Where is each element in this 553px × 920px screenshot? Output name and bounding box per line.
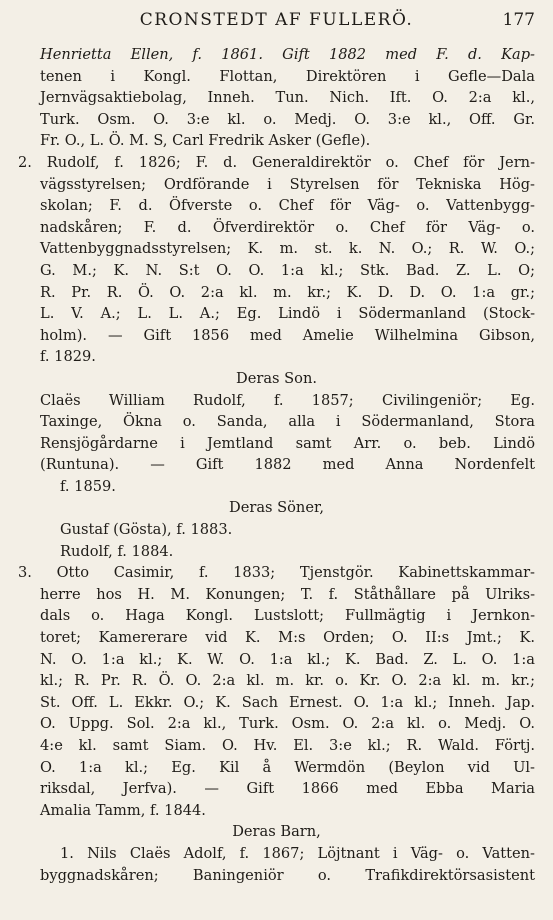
text-line: Taxinge, Ökna o. Sanda, alla i Södermanland, Stora [40,413,535,431]
text-line: Henrietta Ellen, f. 1861. Gift 1882 med F. d. Kap- [40,46,535,63]
text-line: (Runtuna). — Gift 1882 med Anna Nordenfelt [40,456,535,474]
page-header [18,10,535,44]
text-line: kl.; R. Pr. R. Ö. O. 2:a kl. m. kr. o. Kr. O. 2:a kl. m. kr.; [40,672,535,690]
text-line: Gustaf (Gösta), f. 1883. [60,521,233,539]
text-line: G. M.; K. N. S:t O. O. 1:a kl.; Stk. Bad. Z. L. O; [40,261,535,279]
text-line: N. O. 1:a kl.; K. W. O. 1:a kl.; K. Bad. Z. L. O. 1:a [40,650,535,668]
body-text [18,44,535,886]
text-line: f. 1829. [40,348,96,366]
text-line: Turk. Osm. O. 3:e kl. o. Medj. O. 3:e kl., Off. Gr. [40,110,535,128]
text-line: Fr. O., L. Ö. M. S, Carl Fredrik Asker (Gefle). [40,132,371,150]
text-line: L. V. A.; L. L. A.; Eg. Lindö i Södermanland (Stock- [40,305,535,323]
text-line: 2. Rudolf, f. 1826; F. d. Generaldirektör o. Chef för Jern- [18,153,535,171]
text-line: toret; Kamererare vid K. M:s Orden; O. II:s Jmt.; K. [40,629,535,647]
text-line: Rensjögårdarne i Jemtland samt Arr. o. beb. Lindö [40,434,535,452]
text-line: Claës William Rudolf, f. 1857; Civilingeniör; Eg. [40,391,535,409]
text-line: vägsstyrelsen; Ordförande i Styrelsen för Tekniska Hög- [40,175,535,193]
text-line: Deras Söner, [229,499,324,517]
text-line: riksdal, Jerfva). — Gift 1866 med Ebba Maria [40,780,535,798]
text-line: f. 1859. [60,477,116,495]
text-line: holm). — Gift 1856 med Amelie Wilhelmina Gibson, [40,326,535,344]
text-line: 4:e kl. samt Siam. O. Hv. El. 3:e kl.; R. Wald. Förtj. [40,737,535,754]
text-line: nadskåren; F. d. Öfverdirektör o. Chef för Väg- o. [40,218,535,236]
text-line: Rudolf, f. 1884. [60,542,174,560]
text-line: Deras Son. [236,369,317,387]
text-line: 1. Nils Claës Adolf, f. 1867; Löjtnant i Väg- o. Vatten- [60,844,535,862]
text-line: Amalia Tamm, f. 1844. [40,801,206,819]
text-line: R. Pr. R. Ö. O. 2:a kl. m. kr.; K. D. D. O. 1:a gr.; [40,283,535,301]
text-line: dals o. Haga Kongl. Lustslott; Fullmägtig i Jernkon- [40,607,535,625]
page-number: 177 [502,10,535,30]
text-line: Vattenbyggnadsstyrelsen; K. m. st. k. N. O.; R. W. O.; [40,240,535,258]
text-line: St. Off. L. Ekkr. O.; K. Sach Ernest. O. 1:a kl.; Inneh. Jap. [40,693,535,711]
text-line: O. Uppg. Sol. 2:a kl., Turk. Osm. O. 2:a kl. o. Medj. O. [40,715,535,733]
running-title: CRONSTEDT AF FULLERÖ. [139,10,414,30]
text-line: O. 1:a kl.; Eg. Kil å Wermdön (Beylon vid Ul- [40,758,535,776]
text-line: skolan; F. d. Öfverste o. Chef för Väg- o. Vattenbygg- [40,197,535,215]
text-line: byggnadskåren; Baningeniör o. Trafikdirektörsasistent [40,866,535,884]
text-line: 3. Otto Casimir, f. 1833; Tjenstgör. Kabinettskammar- [18,564,535,582]
text-line: Deras Barn, [232,823,321,841]
text-line: tenen i Kongl. Flottan, Direktören i Gefle—Dala [40,67,535,85]
text-line: Jernvägsaktiebolag, Inneh. Tun. Nich. Ift. O. 2:a kl., [40,89,535,107]
text-line: herre hos H. M. Konungen; T. f. Ståthållare på Ulriks- [40,585,535,603]
